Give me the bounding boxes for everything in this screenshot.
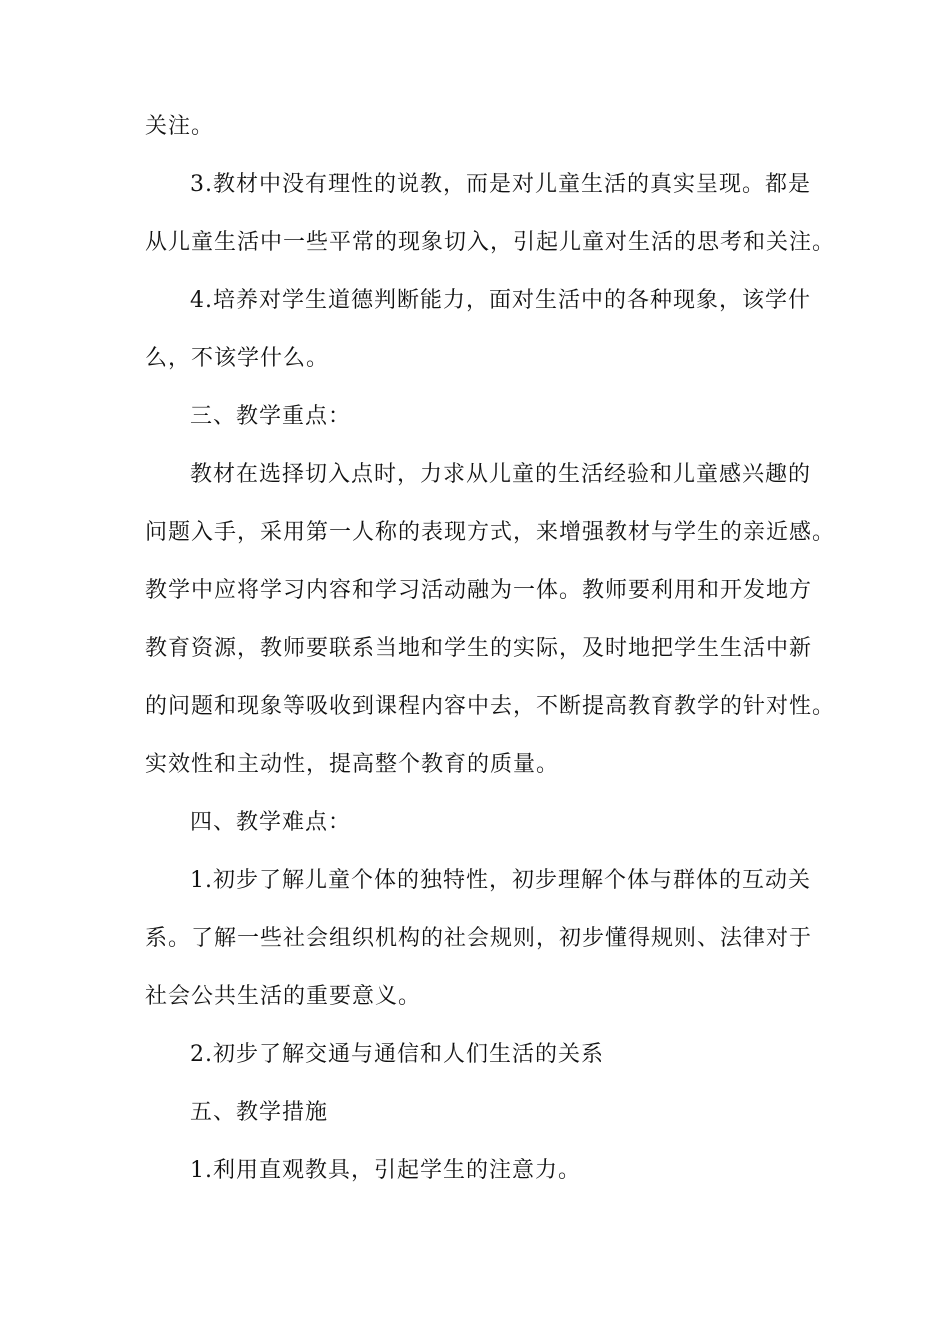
focus-paragraph-line-4: 教育资源，教师要联系当地和学生的实际，及时地把学生生活中新 bbox=[145, 636, 813, 661]
difficulty-2-line-1: 2.初步了解交通与通信和人们生活的关系 bbox=[190, 1042, 604, 1067]
section-heading-teaching-measures: 五、教学措施 bbox=[190, 1100, 329, 1125]
difficulty-1-line-2: 系。了解一些社会组织机构的社会规则，初步懂得规则、法律对于 bbox=[145, 926, 813, 951]
focus-paragraph-line-1: 教材在选择切入点时，力求从儿童的生活经验和儿童感兴趣的 bbox=[190, 462, 812, 487]
difficulty-1-line-1: 1.初步了解儿童个体的独特性，初步理解个体与群体的互动关 bbox=[190, 868, 811, 893]
measure-1-line-1: 1.利用直观教具，引起学生的注意力。 bbox=[190, 1158, 581, 1183]
focus-paragraph-line-2: 问题入手，采用第一人称的表现方式，来增强教材与学生的亲近感。 bbox=[145, 520, 836, 545]
list-item-4-line-2: 么，不该学什么。 bbox=[145, 346, 330, 371]
section-heading-teaching-focus: 三、教学重点： bbox=[190, 404, 352, 429]
focus-paragraph-line-6: 实效性和主动性，提高整个教育的质量。 bbox=[145, 752, 560, 777]
section-heading-teaching-difficulties: 四、教学难点： bbox=[190, 810, 352, 835]
list-item-3-line-2: 从儿童生活中一些平常的现象切入，引起儿童对生活的思考和关注。 bbox=[145, 230, 836, 255]
list-item-4-line-1: 4.培养对学生道德判断能力，面对生活中的各种现象，该学什 bbox=[190, 288, 811, 313]
focus-paragraph-line-5: 的问题和现象等吸收到课程内容中去，不断提高教育教学的针对性。 bbox=[145, 694, 836, 719]
list-item-3-line-1: 3.教材中没有理性的说教，而是对儿童生活的真实呈现。都是 bbox=[190, 172, 811, 197]
focus-paragraph-line-3: 教学中应将学习内容和学习活动融为一体。教师要利用和开发地方 bbox=[145, 578, 813, 603]
difficulty-1-line-3: 社会公共生活的重要意义。 bbox=[145, 984, 422, 1009]
paragraph-line-continuation: 关注。 bbox=[145, 114, 215, 139]
